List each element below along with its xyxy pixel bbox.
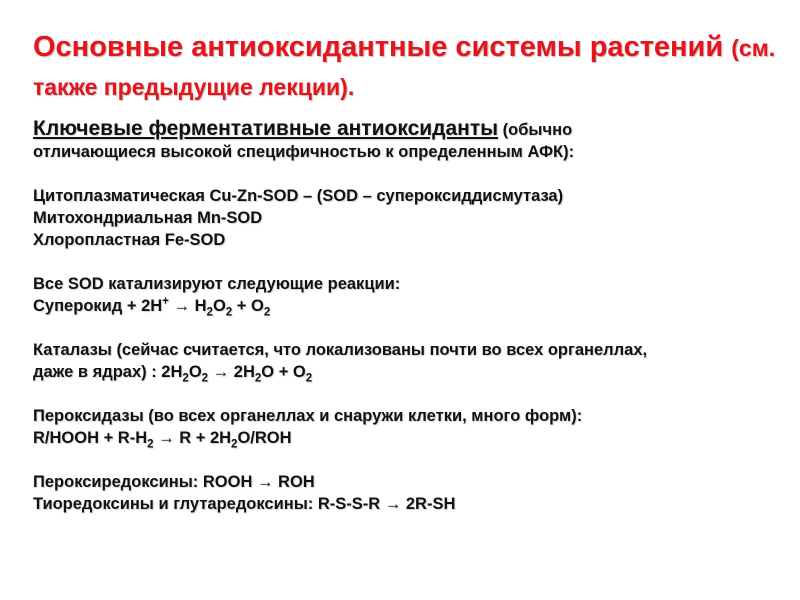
cat-sub: 2 bbox=[182, 372, 189, 385]
title-main: Основные антиоксидантные системы растений bbox=[33, 31, 724, 63]
perox-mid: → R + 2H bbox=[153, 429, 232, 447]
cat-sub: 2 bbox=[201, 372, 209, 385]
spacer bbox=[33, 163, 783, 185]
cat-sub: 2 bbox=[254, 372, 262, 385]
peroxiredoxins: Пероксиредоксины: ROOH → ROH bbox=[33, 473, 315, 491]
eq-o: O bbox=[212, 297, 226, 315]
peroxidase-equation bbox=[33, 427, 783, 449]
thioredoxins: Тиоредоксины и глутаредоксины: R-S-S-R → 2R-SH bbox=[33, 495, 456, 513]
perox-sub: 2 bbox=[147, 438, 154, 451]
perox-pre: R/HOOH + R-H bbox=[33, 429, 148, 447]
spacer bbox=[33, 383, 783, 405]
cat-mid: → 2H bbox=[208, 363, 255, 381]
section-heading-line bbox=[33, 118, 783, 141]
sod-reaction-intro: Все SOD катализируют следующие реакции: bbox=[33, 275, 401, 293]
eq-arrow: → H bbox=[168, 297, 207, 315]
catalase-equation bbox=[33, 361, 783, 383]
cat-sub: 2 bbox=[305, 372, 313, 385]
cat-o: O bbox=[188, 363, 202, 381]
section-note-a: (обычно bbox=[502, 121, 573, 139]
sod-chloroplast: Хлоропластная Fe-SOD bbox=[33, 231, 226, 249]
sod-mitochondrial: Митохондриальная Mn-SOD bbox=[33, 209, 263, 227]
cat-o: O + O bbox=[261, 363, 306, 381]
section-heading: Ключевые ферментативные антиоксиданты bbox=[33, 117, 499, 140]
spacer bbox=[33, 449, 783, 471]
slide-body bbox=[33, 118, 783, 515]
title-sub: (см. также предыдущие лекции). bbox=[33, 35, 776, 100]
eq-sup: + bbox=[162, 295, 169, 308]
eq-sub: 2 bbox=[263, 306, 271, 319]
eq-lhs: Суперокид + 2H bbox=[33, 297, 163, 315]
catalase-line-1: Каталазы (сейчас считается, что локализованы почти во всех органеллах, bbox=[33, 341, 648, 359]
slide bbox=[33, 28, 783, 515]
perox-post: O/ROH bbox=[237, 429, 292, 447]
eq-sub: 2 bbox=[225, 306, 233, 319]
eq-rhs: + O bbox=[232, 297, 264, 315]
spacer bbox=[33, 317, 783, 339]
sod-reaction-equation bbox=[33, 295, 783, 317]
perox-sub: 2 bbox=[231, 438, 238, 451]
spacer bbox=[33, 251, 783, 273]
peroxidase-line-1: Пероксидазы (во всех органеллах и снаружи клетки, много форм): bbox=[33, 407, 583, 425]
eq-sub: 2 bbox=[206, 306, 213, 319]
section-note-b: отличающиеся высокой специфичностью к определенным АФК): bbox=[33, 143, 575, 161]
cat-pre: даже в ядрах) : 2H bbox=[33, 363, 183, 381]
sod-cytoplasmic: Цитоплазматическая Cu-Zn-SOD – (SOD – супероксиддисмутаза) bbox=[33, 187, 564, 205]
slide-title bbox=[33, 28, 783, 106]
